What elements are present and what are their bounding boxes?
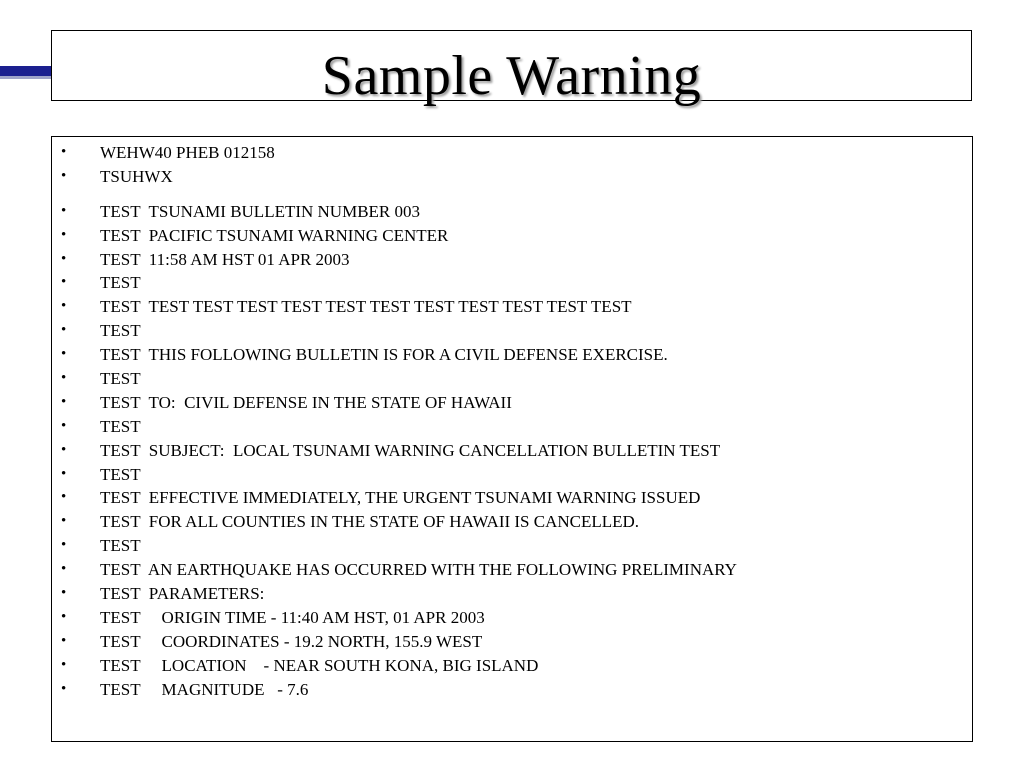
bulletin-line-text: TSUHWX: [100, 166, 173, 186]
bulletin-line: [52, 654, 972, 678]
bulletin-line-text: TEST PARAMETERS:: [100, 584, 265, 604]
bulletin-line-text: TEST LOCATION - NEAR SOUTH KONA, BIG ISLAND: [100, 655, 539, 675]
bulletin-line: [52, 534, 972, 558]
bullet-icon: •: [61, 370, 67, 387]
bulletin-line-text: TEST: [100, 321, 141, 341]
bulletin-line-text: TEST: [100, 536, 141, 556]
bulletin-line-text: TEST SUBJECT: LOCAL TSUNAMI WARNING CANCELLATION BULLETIN TEST: [100, 440, 721, 460]
bullet-icon: •: [61, 167, 67, 184]
bullet-icon: •: [61, 465, 67, 482]
bullet-icon: •: [61, 585, 67, 602]
bullet-icon: •: [61, 144, 67, 160]
bullet-icon: •: [61, 441, 67, 458]
bullet-icon: •: [61, 274, 67, 291]
bullet-icon: •: [61, 632, 67, 649]
bulletin-line-text: TEST: [100, 416, 141, 436]
bulletin-line-text: TEST TO: CIVIL DEFENSE IN THE STATE OF HAWAII: [100, 392, 512, 412]
bullet-icon: •: [61, 608, 67, 625]
bullet-icon: •: [61, 202, 67, 219]
bulletin-line-text: TEST COORDINATES - 19.2 NORTH, 155.9 WEST: [100, 631, 483, 651]
bulletin-line-text: TEST MAGNITUDE - 7.6: [100, 679, 309, 699]
bullet-icon: •: [61, 298, 67, 315]
title-frame: [51, 30, 972, 107]
bulletin-line-text: TEST: [100, 273, 141, 293]
bulletin-line-text: TEST 11:58 AM HST 01 APR 2003: [100, 249, 350, 269]
bulletin-line: [52, 630, 972, 654]
bulletin-line: [52, 165, 972, 189]
bulletin-line: [52, 141, 972, 165]
bulletin-line: [52, 224, 972, 248]
bulletin-line: [52, 295, 972, 319]
bullet-icon: •: [61, 513, 67, 530]
bullet-icon: •: [61, 656, 67, 673]
bulletin-line-text: TEST PACIFIC TSUNAMI WARNING CENTER: [100, 225, 449, 245]
slide-title: Sample Warning: [321, 45, 702, 107]
bulletin-line-text: TEST: [100, 464, 141, 484]
bulletin-line-text: TEST FOR ALL COUNTIES IN THE STATE OF HAWAII IS CANCELLED.: [100, 512, 640, 532]
bullet-icon: •: [61, 346, 67, 363]
bulletin-line-text: WEHW40 PHEB 012158: [100, 143, 275, 162]
bullet-icon: •: [61, 537, 67, 554]
bullet-icon: •: [61, 322, 67, 339]
bulletin-line: [52, 463, 972, 487]
bulletin-line-text: TEST TSUNAMI BULLETIN NUMBER 003: [100, 201, 421, 221]
bulletin-line: [52, 319, 972, 343]
bullet-icon: •: [61, 561, 67, 578]
bulletin-line: [52, 415, 972, 439]
bullet-icon: •: [61, 250, 67, 267]
bullet-icon: •: [61, 680, 67, 697]
bulletin-line: [52, 606, 972, 630]
bulletin-line: [52, 248, 972, 272]
bulletin-line: [52, 558, 972, 582]
bullet-icon: •: [61, 226, 67, 243]
bulletin-line: [52, 343, 972, 367]
bulletin-line-text: TEST: [100, 369, 141, 389]
title-accent-bar-shadow: [0, 76, 52, 79]
bulletin-line: [52, 678, 972, 702]
bulletin-line: [52, 391, 972, 415]
bulletin-frame: [51, 136, 973, 742]
bulletin-line: [52, 367, 972, 391]
bulletin-line-text: TEST AN EARTHQUAKE HAS OCCURRED WITH THE FOLLOWING PRELIMINARY: [100, 560, 737, 580]
bulletin-line-text: TEST EFFECTIVE IMMEDIATELY, THE URGENT TSUNAMI WARNING ISSUED: [100, 488, 701, 508]
bulletin-line: [52, 439, 972, 463]
bulletin-line: [52, 200, 972, 224]
bulletin-line: [52, 582, 972, 606]
bulletin-line-text: TEST TEST TEST TEST TEST TEST TEST TEST TEST TEST TEST TEST: [100, 297, 632, 317]
bullet-icon: •: [61, 489, 67, 506]
bulletin-line: [52, 510, 972, 534]
bullet-icon: •: [61, 417, 67, 434]
bulletin-line: [52, 271, 972, 295]
bulletin-list: [52, 141, 972, 701]
bulletin-line-text: TEST ORIGIN TIME - 11:40 AM HST, 01 APR 2003: [100, 607, 485, 627]
bulletin-line-text: TEST THIS FOLLOWING BULLETIN IS FOR A CIVIL DEFENSE EXERCISE.: [100, 345, 668, 365]
bulletin-line: [52, 486, 972, 510]
bullet-icon: •: [61, 393, 67, 410]
